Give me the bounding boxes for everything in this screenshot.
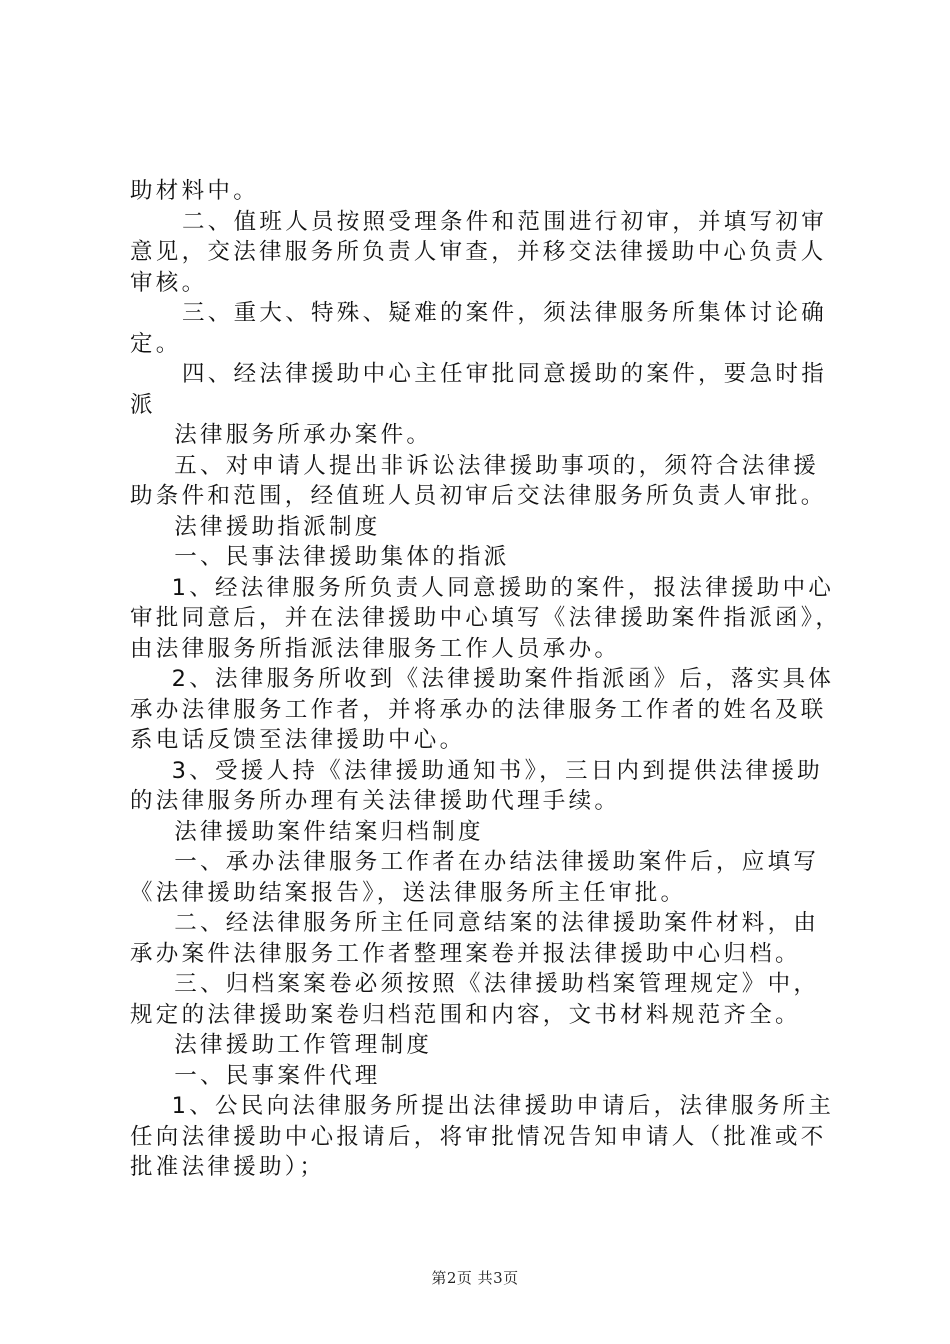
- document-line: 派: [130, 391, 156, 418]
- document-line: 《法律援助结案报告》，送法律服务所主任审批。: [130, 879, 687, 906]
- document-line: 法律服务所承办案件。: [174, 422, 433, 448]
- document-line: 三、重大、特殊、疑难的案件，须法律服务所集体讨论确: [182, 300, 828, 326]
- document-line: 法律援助指派制度: [174, 513, 381, 540]
- document-line: 承办案件法律服务工作者整理案卷并报法律援助中心归档。: [130, 940, 801, 967]
- document-line: 承办法律服务工作者，并将承办的法律服务工作者的姓名及联: [130, 696, 827, 723]
- document-line: 法律援助案件结案归档制度: [174, 818, 484, 845]
- document-line: 规定的法律援助案卷归档范围和内容，文书材料规范齐全。: [130, 1001, 801, 1028]
- document-line: 3、受援人持《法律援助通知书》，三日内到提供法律援助: [171, 757, 823, 784]
- document-line: 一、民事案件代理: [174, 1062, 381, 1089]
- document-line: 审批同意后，并在法律援助中心填写《法律援助案件指派函》，: [130, 605, 842, 631]
- document-line: 系电话反馈至法律援助中心。: [130, 727, 466, 753]
- document-line: 三、归档案案卷必须按照《法律援助档案管理规定》中，: [174, 971, 820, 997]
- document-line: 四、经法律援助中心主任审批同意援助的案件，要急时指: [182, 361, 828, 387]
- document-line: 任向法律援助中心报请后，将审批情况告知申请人（批准或不: [130, 1123, 827, 1150]
- document-line: 批准法律援助）；: [130, 1154, 326, 1180]
- document-line: 的法律服务所办理有关法律援助代理手续。: [130, 788, 621, 814]
- document-line: 助条件和范围，经值班人员初审后交法律服务所负责人审批。: [130, 483, 827, 509]
- document-line: 1、公民向法律服务所提出法律援助申请后，法律服务所主: [171, 1093, 835, 1119]
- document-line: 一、承办法律服务工作者在办结法律援助案件后，应填写: [174, 849, 820, 875]
- page-footer: 第2页 共3页: [431, 1269, 519, 1287]
- document-line: 一、民事法律援助集体的指派: [174, 544, 510, 570]
- document-line: 1、经法律服务所负责人同意援助的案件，报法律援助中心: [171, 574, 835, 601]
- document-line: 由法律服务所指派法律服务工作人员承办。: [130, 635, 621, 662]
- document-line: 2、法律服务所收到《法律援助案件指派函》后，落实具体: [171, 666, 835, 692]
- document-line: 意见，交法律服务所负责人审查，并移交法律援助中心负责人: [130, 239, 827, 265]
- document-line: 五、对申请人提出非诉讼法律援助事项的，须符合法律援: [174, 452, 820, 479]
- document-line: 二、经法律服务所主任同意结案的法律援助案件材料，由: [174, 910, 820, 936]
- document-line: 定。: [130, 330, 182, 357]
- document-line: 助材料中。: [130, 178, 260, 204]
- document-line: 二、值班人员按照受理条件和范围进行初审，并填写初审: [182, 208, 828, 235]
- document-line: 审核。: [130, 269, 208, 296]
- document-body: [130, 176, 840, 1183]
- document-line: 法律援助工作管理制度: [174, 1032, 433, 1058]
